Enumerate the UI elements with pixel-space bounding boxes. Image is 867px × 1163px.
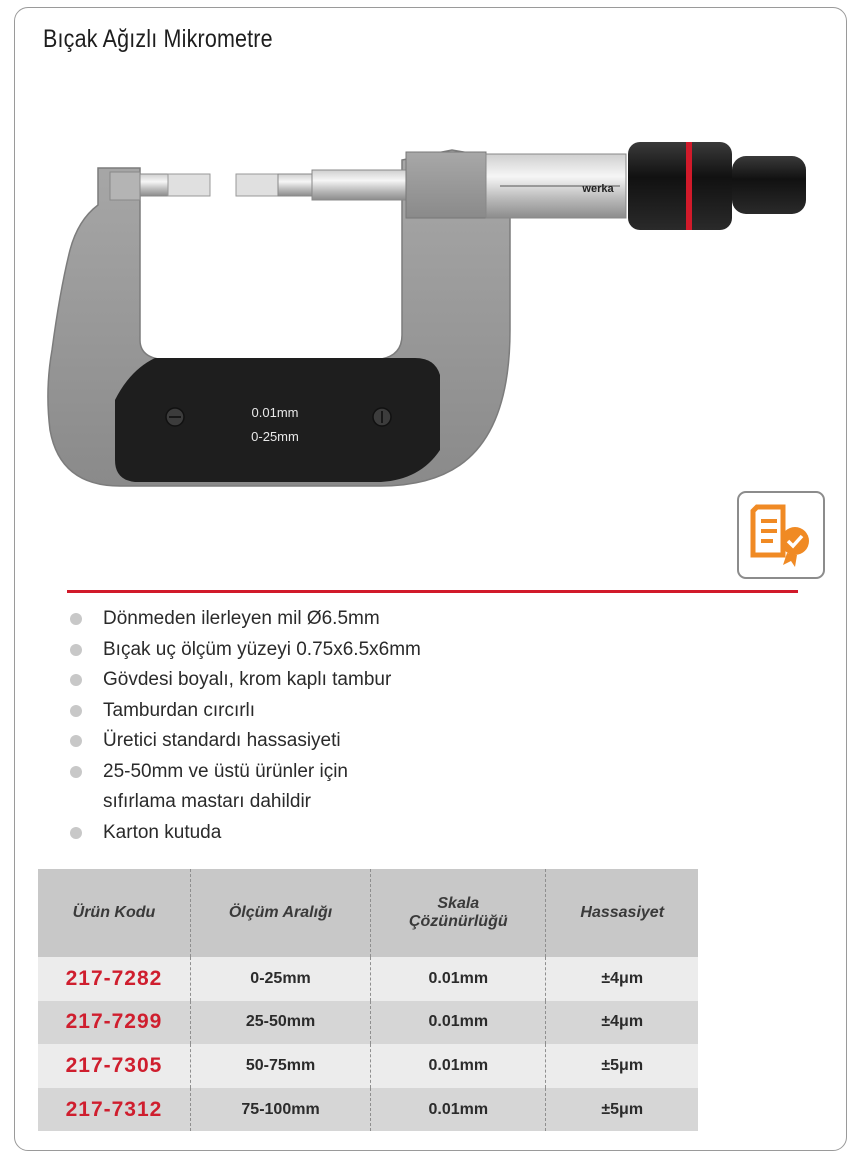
- table-row: [38, 957, 698, 1001]
- table-row: [38, 1001, 698, 1045]
- spec-table: [38, 869, 698, 1131]
- header-accuracy: Hassasiyet: [546, 869, 698, 957]
- micrometer-image: [40, 130, 820, 500]
- feature-item: 25-50mm ve üstü ürünler için sıfırlama mastarı dahildir: [70, 757, 421, 818]
- bullet-icon: [70, 735, 82, 747]
- feature-item: Karton kutuda: [70, 818, 421, 849]
- certificate-document-icon: [739, 493, 823, 577]
- header-product-code: Ürün Kodu: [38, 869, 190, 957]
- section-divider: [67, 590, 798, 593]
- feature-item: Gövdesi boyalı, krom kaplı tambur: [70, 665, 421, 696]
- accuracy-cell: ±4μm: [546, 957, 698, 1001]
- accuracy-cell: ±5μm: [546, 1044, 698, 1088]
- bullet-icon: [70, 766, 82, 778]
- range-cell: 0-25mm: [190, 957, 370, 1001]
- product-code-cell: 217-7299: [38, 1001, 190, 1045]
- certificate-badge: [737, 491, 825, 579]
- bullet-icon: [70, 827, 82, 839]
- table-row: [38, 1044, 698, 1088]
- header-resolution: Skala Çözünürlüğü: [371, 869, 546, 957]
- table-header-row: [38, 869, 698, 957]
- plate-range-text: 0.01mm: [251, 405, 299, 420]
- feature-list: [70, 604, 421, 848]
- resolution-cell: 0.01mm: [371, 957, 546, 1001]
- resolution-cell: 0.01mm: [371, 1044, 546, 1088]
- accuracy-cell: ±4μm: [546, 1001, 698, 1045]
- product-code-cell: 217-7305: [38, 1044, 190, 1088]
- feature-item: Tamburdan cırcırlı: [70, 696, 421, 727]
- page-title: Bıçak Ağızlı Mikrometre: [43, 25, 273, 53]
- accuracy-cell: ±5μm: [546, 1088, 698, 1132]
- product-code-cell: 217-7282: [38, 957, 190, 1001]
- plate-resolution-text: 0-25mm: [251, 429, 299, 444]
- bullet-icon: [70, 705, 82, 717]
- feature-item: Üretici standardı hassasiyeti: [70, 726, 421, 757]
- range-cell: 75-100mm: [190, 1088, 370, 1132]
- feature-item: Bıçak uç ölçüm yüzeyi 0.75x6.5x6mm: [70, 635, 421, 666]
- header-measuring-range: Ölçüm Aralığı: [190, 869, 370, 957]
- feature-item: Dönmeden ilerleyen mil Ø6.5mm: [70, 604, 421, 635]
- range-cell: 50-75mm: [190, 1044, 370, 1088]
- bullet-icon: [70, 613, 82, 625]
- range-cell: 25-50mm: [190, 1001, 370, 1045]
- resolution-cell: 0.01mm: [371, 1088, 546, 1132]
- table-row: [38, 1088, 698, 1132]
- product-code-cell: 217-7312: [38, 1088, 190, 1132]
- bullet-icon: [70, 644, 82, 656]
- brand-logo-text: werka: [582, 183, 614, 195]
- resolution-cell: 0.01mm: [371, 1001, 546, 1045]
- bullet-icon: [70, 674, 82, 686]
